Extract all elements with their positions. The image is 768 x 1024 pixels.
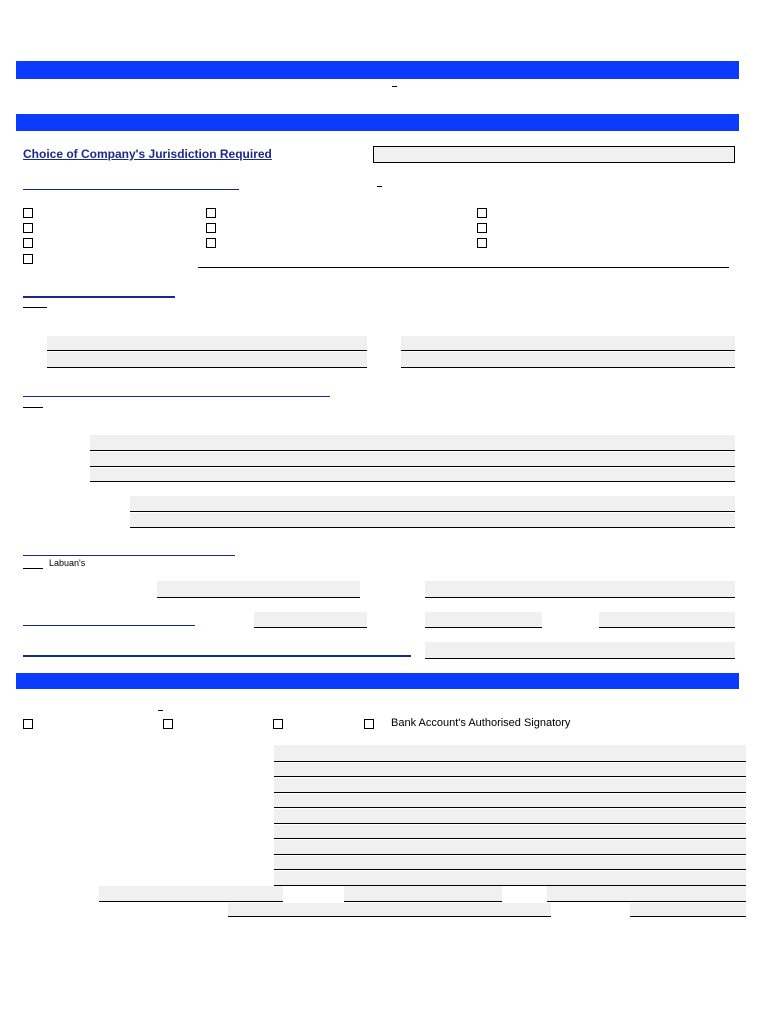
bottom-field-2[interactable] — [344, 886, 502, 902]
small-field-1[interactable] — [254, 612, 367, 628]
checkbox-option-5[interactable] — [206, 208, 216, 218]
subheading-underline-5 — [23, 625, 195, 626]
section-header-band-3 — [16, 673, 739, 689]
dash-mark — [377, 186, 382, 187]
bottom-field-1[interactable] — [99, 886, 283, 902]
labuan-field-right[interactable] — [425, 581, 735, 598]
checkbox-option-9[interactable] — [477, 223, 487, 233]
bank-signatory-label: Bank Account's Authorised Signatory — [391, 717, 571, 729]
bottom-field-5[interactable] — [630, 903, 746, 917]
wide-field-right[interactable] — [425, 642, 735, 659]
checkbox-option-8[interactable] — [477, 208, 487, 218]
address-field-3[interactable] — [90, 468, 735, 482]
subheading-underline-3 — [23, 396, 330, 397]
checkbox-option-4[interactable] — [23, 254, 33, 264]
jurisdiction-heading: Choice of Company's Jurisdiction Required — [23, 147, 272, 161]
checkbox-option-10[interactable] — [477, 238, 487, 248]
bottom-field-3[interactable] — [547, 886, 746, 902]
section-header-band-2 — [16, 114, 739, 131]
dash-mark — [158, 710, 163, 711]
address-field-5[interactable] — [130, 513, 735, 528]
subheading-underline-2 — [23, 296, 175, 298]
jurisdiction-select-field[interactable] — [373, 146, 735, 163]
labuan-field-left[interactable] — [157, 581, 360, 598]
name-field-right-2[interactable] — [401, 352, 735, 368]
name-field-left-2[interactable] — [47, 352, 367, 368]
short-rule — [23, 568, 43, 569]
role-checkbox-3[interactable] — [273, 719, 283, 729]
checkbox-option-2[interactable] — [23, 223, 33, 233]
dash-mark — [392, 86, 397, 87]
checkbox-option-6[interactable] — [206, 223, 216, 233]
role-checkbox-1[interactable] — [23, 719, 33, 729]
short-rule — [23, 407, 43, 408]
role-checkbox-bank-signatory[interactable] — [364, 719, 374, 729]
checkbox-option-7[interactable] — [206, 238, 216, 248]
detail-field-5[interactable] — [274, 809, 746, 824]
labuan-label: Labuan's — [49, 558, 86, 568]
small-field-2[interactable] — [425, 612, 542, 628]
detail-field-3[interactable] — [274, 778, 746, 793]
subheading-underline-1 — [23, 189, 239, 190]
name-field-left-1[interactable] — [47, 336, 367, 351]
detail-field-1[interactable] — [274, 745, 746, 762]
role-checkbox-2[interactable] — [163, 719, 173, 729]
subheading-underline-6 — [23, 655, 411, 657]
detail-field-6[interactable] — [274, 825, 746, 839]
section-header-band-1 — [16, 61, 739, 79]
detail-field-7[interactable] — [274, 840, 746, 855]
small-field-3[interactable] — [599, 612, 735, 628]
checkbox-option-3[interactable] — [23, 238, 33, 248]
name-field-right-1[interactable] — [401, 336, 735, 351]
address-field-4[interactable] — [130, 496, 735, 512]
bottom-field-4[interactable] — [228, 903, 551, 917]
detail-field-9[interactable] — [274, 871, 746, 886]
detail-field-4[interactable] — [274, 794, 746, 808]
detail-field-2[interactable] — [274, 763, 746, 777]
subheading-underline-4 — [23, 555, 235, 556]
checkbox-option-1[interactable] — [23, 208, 33, 218]
address-field-2[interactable] — [90, 452, 735, 467]
short-rule — [23, 307, 47, 308]
detail-field-8[interactable] — [274, 856, 746, 870]
other-jurisdiction-line[interactable] — [198, 267, 729, 268]
address-field-1[interactable] — [90, 435, 735, 451]
